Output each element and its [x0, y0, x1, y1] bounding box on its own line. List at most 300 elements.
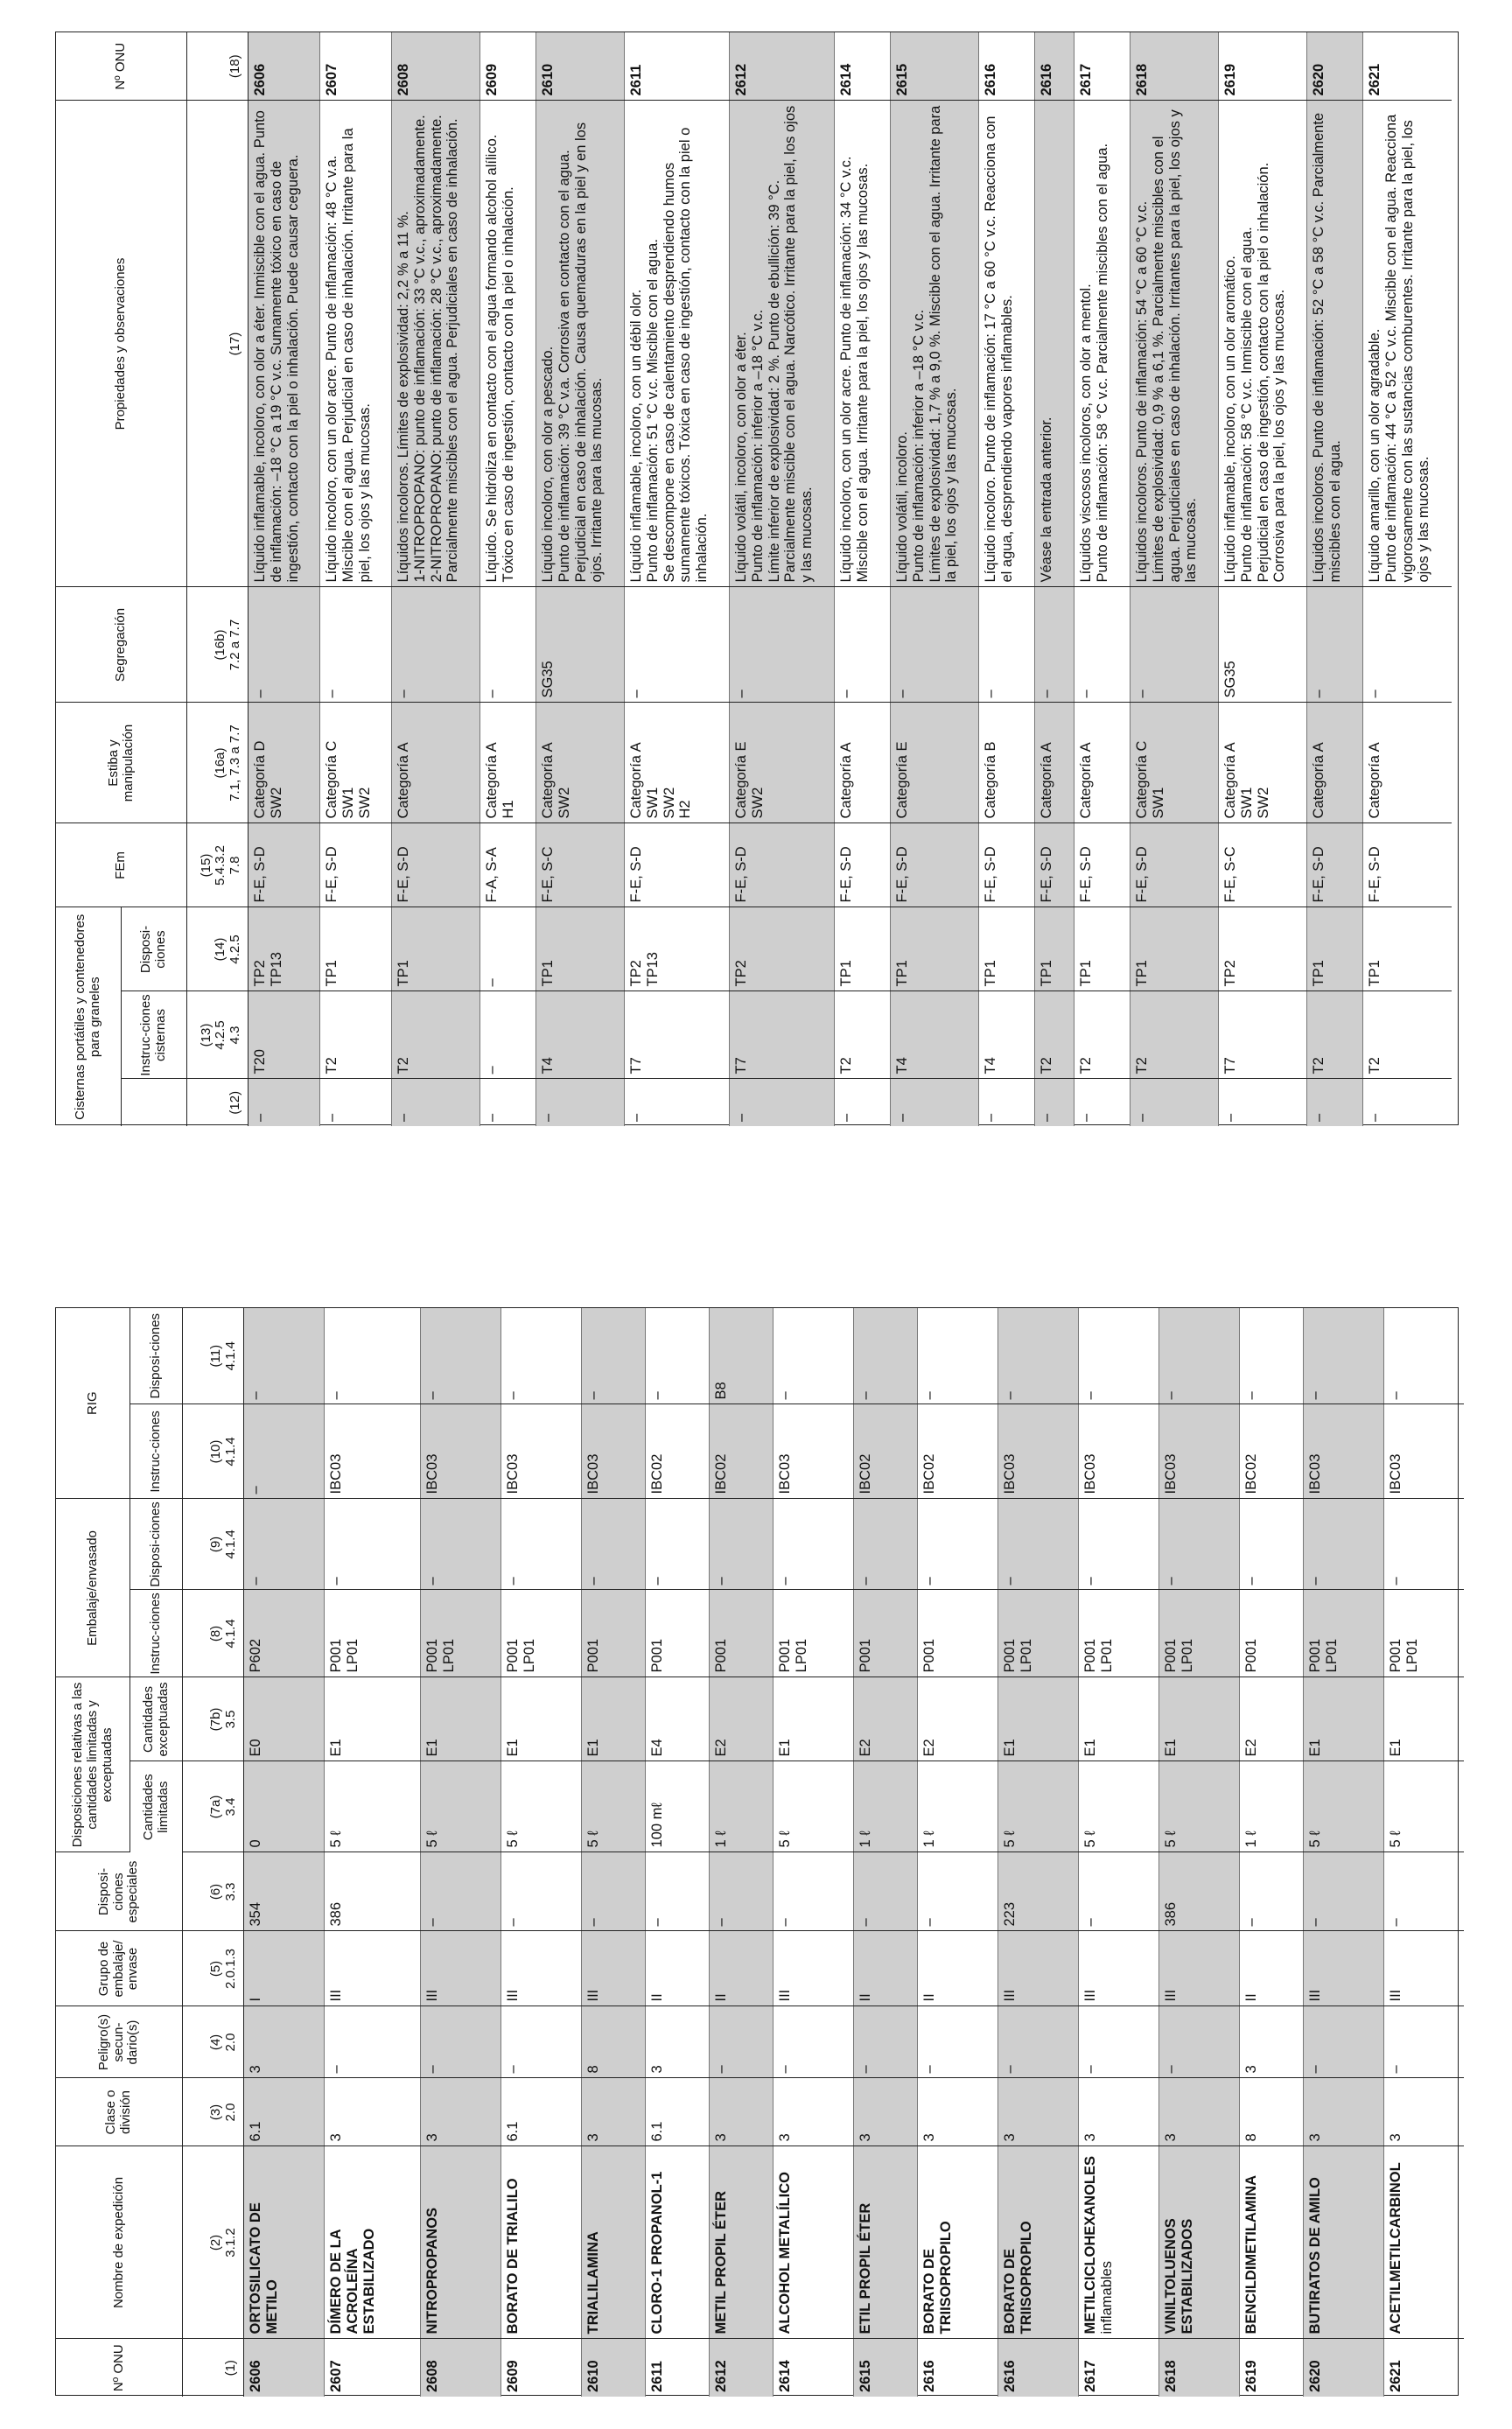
subsidiary-risk: –: [918, 2006, 998, 2078]
shipping-name: [1079, 2146, 1159, 2339]
ibc-provision: –: [918, 1308, 998, 1404]
tank-provision: TP2 TP13: [625, 907, 730, 991]
subsidiary-risk: –: [710, 2006, 774, 2078]
limited-quantity: 5 ℓ: [501, 1761, 582, 1852]
class-division: 6.1: [501, 2078, 582, 2146]
ibc-instruction: IBC03: [1159, 1404, 1240, 1499]
column-12-value: –: [1130, 1079, 1219, 1126]
right-table-rotor: [56, 32, 1460, 1126]
packing-group: II: [918, 1931, 998, 2006]
ibc-provision: –: [244, 1308, 325, 1404]
un-number: 2616: [979, 32, 1035, 101]
packing-provision: –: [918, 1499, 998, 1590]
column-number: (12): [187, 1079, 248, 1126]
special-provisions: –: [854, 1852, 918, 1931]
un-number: 2616: [998, 2339, 1079, 2397]
shipping-name: [998, 2146, 1079, 2339]
tank-provision: TP1: [320, 907, 392, 991]
properties-observations: Líquido incoloro, con olor a pescado. Punto de inflamación: 39 °C v.a. Corrosiva en contacto con el agua. Perjudicial en caso de inhalación. Causa quemaduras en la piel y en los ojos. Irritante para las mucosas.: [536, 101, 625, 587]
packing-provision: –: [1304, 1499, 1384, 1590]
ems-code: F-E, S-D: [320, 823, 392, 907]
packing-instruction: P001 LP01: [421, 1590, 501, 1677]
ibc-provision: –: [1384, 1308, 1464, 1404]
tank-provision: TP1: [1130, 907, 1219, 991]
shipping-name-text: BORATO DE TRIALILO: [505, 2178, 521, 2334]
column-12-value: –: [1035, 1079, 1074, 1126]
table-row: [480, 32, 536, 1126]
properties-observations: Véase la entrada anterior.: [1035, 101, 1074, 587]
shipping-name-text: CLORO-1 PROPANOL-1: [649, 2171, 665, 2334]
subsidiary-risk: –: [325, 2006, 421, 2078]
class-division: 3: [325, 2078, 421, 2146]
un-number: 2611: [646, 2339, 710, 2397]
tank-provision: TP1: [891, 907, 979, 991]
header-packing-instructions: Instruc-ciones: [130, 1590, 183, 1677]
packing-provision: –: [325, 1499, 421, 1590]
ems-code: F-E, S-D: [1363, 823, 1452, 907]
table-row: [248, 32, 320, 1126]
shipping-name: [774, 2146, 854, 2339]
subsidiary-risk: –: [1079, 2006, 1159, 2078]
segregation: –: [480, 587, 536, 703]
left-table-rotor: [56, 1308, 1460, 2397]
table-row: [1219, 32, 1307, 1126]
ibc-instruction: IBC03: [501, 1404, 582, 1499]
stowage-handling: Categoría A SW1 SW2: [1219, 703, 1307, 823]
ibc-provision: –: [421, 1308, 501, 1404]
special-provisions: 223: [998, 1852, 1079, 1931]
table-row: [392, 32, 480, 1126]
table-row: [1363, 32, 1452, 1126]
special-provisions: –: [421, 1852, 501, 1931]
shipping-name-text: METIL PROPIL ÉTER: [713, 2191, 729, 2334]
segregation: –: [320, 587, 392, 703]
packing-instruction: P001 LP01: [774, 1590, 854, 1677]
column-12-value: –: [1074, 1079, 1130, 1126]
ibc-provision: –: [1079, 1308, 1159, 1404]
segregation: –: [891, 587, 979, 703]
segregation: –: [1363, 587, 1452, 703]
ibc-instruction: IBC03: [774, 1404, 854, 1499]
un-number: 2606: [244, 2339, 325, 2397]
packing-provision: –: [646, 1499, 710, 1590]
limited-quantity: 5 ℓ: [1384, 1761, 1464, 1852]
column-number: (11) 4.1.4: [183, 1308, 244, 1404]
subsidiary-risk: 3: [646, 2006, 710, 2078]
un-number: 2608: [421, 2339, 501, 2397]
shipping-name-text: ETIL PROPIL ÉTER: [858, 2202, 873, 2334]
packing-group: III: [501, 1931, 582, 2006]
ibc-provision: –: [582, 1308, 646, 1404]
table-row: [979, 32, 1035, 1126]
stowage-handling: Categoría A: [1307, 703, 1363, 823]
table-row: [536, 32, 625, 1126]
packing-group: III: [421, 1931, 501, 2006]
un-number: 2607: [320, 32, 392, 101]
table-row: [774, 1308, 854, 2397]
limited-quantity: 5 ℓ: [582, 1761, 646, 1852]
column-number: (1): [183, 2339, 244, 2397]
properties-observations: Líquido amarillo, con un olor agradable. Punto de inflamación: 44 °C a 52 °C v.c. Miscible con el agua. Reacciona vigorosamente con las sustancias comburentes. Irritante para la piel, los ojos y las mucosas.: [1363, 101, 1452, 587]
limited-quantity: 1 ℓ: [1240, 1761, 1304, 1852]
column-number: (7b) 3.5: [183, 1677, 244, 1761]
shipping-name-text: BUTIRATOS DE AMILO: [1307, 2177, 1323, 2334]
special-provisions: –: [710, 1852, 774, 1931]
packing-provision: –: [1079, 1499, 1159, 1590]
header-shipping-name: Nombre de expedición: [56, 2146, 183, 2339]
subsidiary-risk: –: [998, 2006, 1079, 2078]
segregation: –: [248, 587, 320, 703]
subsidiary-risk: –: [1159, 2006, 1240, 2078]
packing-group: III: [1079, 1931, 1159, 2006]
column-number: (2) 3.1.2: [183, 2146, 244, 2339]
packing-provision: –: [710, 1499, 774, 1590]
excepted-quantity: E1: [1384, 1677, 1464, 1761]
ibc-instruction: –: [244, 1404, 325, 1499]
special-provisions: –: [1079, 1852, 1159, 1931]
table-row: [625, 32, 730, 1126]
ems-code: F-E, S-C: [1219, 823, 1307, 907]
column-number: (14) 4.2.5: [187, 907, 248, 991]
column-12-value: –: [835, 1079, 891, 1126]
tank-instruction: T2: [1074, 991, 1130, 1079]
table-row: [1240, 1308, 1304, 2397]
stowage-handling: Categoría E SW2: [730, 703, 835, 823]
stowage-handling: Categoría A: [1363, 703, 1452, 823]
table-row: [891, 32, 979, 1126]
ibc-provision: B8: [710, 1308, 774, 1404]
ibc-instruction: IBC03: [998, 1404, 1079, 1499]
properties-observations: Líquido incoloro, con un olor acre. Punto de inflamación: 34 °C v.c. Miscible con el agua. Irritante para la piel, los ojos y las mucosas.: [835, 101, 891, 587]
header-ems: FEm: [56, 823, 187, 907]
column-12-value: –: [1307, 1079, 1363, 1126]
shipping-name: [918, 2146, 998, 2339]
left-table-grid: [56, 1308, 1464, 2397]
packing-instruction: P001 LP01: [325, 1590, 421, 1677]
excepted-quantity: E1: [1304, 1677, 1384, 1761]
class-division: 3: [421, 2078, 501, 2146]
tank-instruction: T2: [1307, 991, 1363, 1079]
un-number: 2620: [1307, 32, 1363, 101]
properties-observations: Líquido volátil, incoloro, con olor a éter. Punto de inflamación: inferior a –18 °C v.c. Límite inferior de explosividad: 2 %. Punto de ebullición: 39 °C. Parcialmente miscible con el agua. Narcótico. Irritante para la piel, los ojos y las mucosas.: [730, 101, 835, 587]
subsidiary-risk: 3: [1240, 2006, 1304, 2078]
header-packing-group: Grupo de embalaje/ envase: [56, 1931, 183, 2006]
special-provisions: 354: [244, 1852, 325, 1931]
class-division: 3: [998, 2078, 1079, 2146]
shipping-name-qualifier: inflamables: [1098, 2261, 1115, 2334]
header-class: Clase o división: [56, 2078, 183, 2146]
segregation: –: [730, 587, 835, 703]
shipping-name: [1304, 2146, 1384, 2339]
un-number: 2612: [710, 2339, 774, 2397]
limited-quantity: 5 ℓ: [774, 1761, 854, 1852]
class-division: 3: [1384, 2078, 1464, 2146]
ibc-provision: –: [1304, 1308, 1384, 1404]
subsidiary-risk: –: [1304, 2006, 1384, 2078]
class-division: 3: [918, 2078, 998, 2146]
header-segregation: Segregación: [56, 587, 187, 703]
packing-group: III: [1384, 1931, 1464, 2006]
packing-provision: –: [421, 1499, 501, 1590]
table-row: [1384, 1308, 1464, 2397]
table-row: [854, 1308, 918, 2397]
packing-instruction: P001 LP01: [1159, 1590, 1240, 1677]
excepted-quantity: E1: [325, 1677, 421, 1761]
un-number: 2608: [392, 32, 480, 101]
shipping-name-text: ORTOSILICATO DE METILO: [248, 2202, 280, 2334]
properties-observations: Líquido volátil, incoloro. Punto de inflamación: inferior a –18 °C v.c. Límites de explosividad: 1,7 % a 9,0 %. Miscible con el agua. Irritante para la piel, los ojos y las mucosas.: [891, 101, 979, 587]
table-row: [998, 1308, 1079, 2397]
segregation: –: [1130, 587, 1219, 703]
subsidiary-risk: –: [774, 2006, 854, 2078]
ems-code: F-E, S-D: [835, 823, 891, 907]
excepted-quantity: E2: [854, 1677, 918, 1761]
packing-instruction: P001: [918, 1590, 998, 1677]
tank-instruction: T7: [1219, 991, 1307, 1079]
properties-observations: Líquidos incoloros. Punto de inflamación: 52 °C a 58 °C v.c. Parcialmente miscibles con el agua.: [1307, 101, 1363, 587]
stowage-handling: Categoría C SW1: [1130, 703, 1219, 823]
table-row: [1304, 1308, 1384, 2397]
segregation: –: [835, 587, 891, 703]
column-12-value: –: [730, 1079, 835, 1126]
un-number: 2609: [480, 32, 536, 101]
left-column-numbers: [183, 1308, 244, 2397]
packing-group: III: [325, 1931, 421, 2006]
limited-quantity: 5 ℓ: [325, 1761, 421, 1852]
special-provisions: –: [1240, 1852, 1304, 1931]
table-row: [1079, 1308, 1159, 2397]
subsidiary-risk: 8: [582, 2006, 646, 2078]
properties-observations: Líquidos incoloros. Punto de inflamación: 54 °C a 60 °C v.c. Límites de explosividad: 0,9 % a 6,1 %. Parcialmente miscibles con el agua. Perjudiciales en caso de inhalación. Irritantes para la piel, los ojos y las mucosas.: [1130, 101, 1219, 587]
excepted-quantity: E1: [1079, 1677, 1159, 1761]
shipping-name-text: DÍMERO DE LA ACROLEÍNA ESTABILIZADO: [328, 2228, 377, 2334]
packing-provision: –: [774, 1499, 854, 1590]
header-limited-quantities: Cantidades limitadas: [130, 1761, 183, 1852]
un-number: 2618: [1130, 32, 1219, 101]
table-row: [1159, 1308, 1240, 2397]
ibc-provision: –: [774, 1308, 854, 1404]
shipping-name-text: VINILTOLUENOS ESTABILIZADOS: [1163, 2218, 1195, 2334]
un-number: 2614: [774, 2339, 854, 2397]
packing-group: I: [244, 1931, 325, 2006]
segregation: SG35: [536, 587, 625, 703]
header-portable-tanks: Cisternas portátiles y contenedores para graneles: [56, 907, 122, 1126]
special-provisions: –: [774, 1852, 854, 1931]
packing-instruction: P001: [854, 1590, 918, 1677]
shipping-name: [325, 2146, 421, 2339]
ems-code: F-E, S-D: [392, 823, 480, 907]
subsidiary-risk: –: [421, 2006, 501, 2078]
ibc-instruction: IBC03: [1304, 1404, 1384, 1499]
properties-observations: Líquido inflamable, incoloro, con olor a éter. Inmiscible con el agua. Punto de inflamación: –18 °C a 19 °C v.c. Sumamente tóxico en caso de ingestión, contacto con la piel o inhalación. Puede causar ceguera.: [248, 101, 320, 587]
column-12-value: –: [625, 1079, 730, 1126]
column-number: (3) 2.0: [183, 2078, 244, 2146]
shipping-name: [1384, 2146, 1464, 2339]
packing-provision: –: [501, 1499, 582, 1590]
class-division: 3: [1159, 2078, 1240, 2146]
header-subsidiary-risk: Peligro(s) secun-dario(s): [56, 2006, 183, 2078]
ibc-instruction: IBC02: [854, 1404, 918, 1499]
packing-provision: –: [998, 1499, 1079, 1590]
left-table-header: [56, 1308, 244, 2397]
packing-instruction: P001: [582, 1590, 646, 1677]
column-12-value: –: [248, 1079, 320, 1126]
tank-provision: TP1: [536, 907, 625, 991]
table-row: [1074, 32, 1130, 1126]
tank-instruction: T2: [392, 991, 480, 1079]
shipping-name-text: BENCILDIMETILAMINA: [1243, 2175, 1259, 2334]
tank-instruction: T4: [536, 991, 625, 1079]
special-provisions: –: [1304, 1852, 1384, 1931]
shipping-name-text: NITROPROPANOS: [424, 2207, 440, 2334]
column-number: (4) 2.0: [183, 2006, 244, 2078]
table-row: [1130, 32, 1219, 1126]
left-table-body: [244, 1308, 1464, 2397]
properties-observations: Líquido incoloro. Punto de inflamación: 17 °C a 60 °C v.c. Reacciona con el agua, desprendiendo vapores inflamables.: [979, 101, 1035, 587]
tank-instruction: T7: [625, 991, 730, 1079]
column-number: (10) 4.1.4: [183, 1404, 244, 1499]
ems-code: F-E, S-D: [730, 823, 835, 907]
packing-instruction: P001: [710, 1590, 774, 1677]
packing-instruction: P001 LP01: [1304, 1590, 1384, 1677]
ibc-provision: –: [1159, 1308, 1240, 1404]
ibc-provision: –: [325, 1308, 421, 1404]
un-number: 2612: [730, 32, 835, 101]
excepted-quantity: E1: [421, 1677, 501, 1761]
tank-instruction: T4: [891, 991, 979, 1079]
tank-instruction: T2: [320, 991, 392, 1079]
stowage-handling: Categoría A: [392, 703, 480, 823]
table-row: [325, 1308, 421, 2397]
column-number: (17): [187, 101, 248, 587]
tank-instruction: T2: [1035, 991, 1074, 1079]
ems-code: F-E, S-D: [625, 823, 730, 907]
dangerous-goods-table-left: [55, 1307, 1459, 2396]
excepted-quantity: E1: [1159, 1677, 1240, 1761]
tank-instruction: –: [480, 991, 536, 1079]
packing-instruction: P001 LP01: [1384, 1590, 1464, 1677]
header-packaging: Embalaje/envasado: [56, 1499, 130, 1677]
stowage-handling: Categoría D SW2: [248, 703, 320, 823]
ibc-instruction: IBC03: [421, 1404, 501, 1499]
ems-code: F-E, S-C: [536, 823, 625, 907]
shipping-name: [646, 2146, 710, 2339]
ems-code: F-E, S-D: [891, 823, 979, 907]
header-blank-12: [122, 1079, 187, 1126]
ems-code: F-E, S-D: [1035, 823, 1074, 907]
segregation: –: [392, 587, 480, 703]
column-number: (5) 2.0.1.3: [183, 1931, 244, 2006]
limited-quantity: 0: [244, 1761, 325, 1852]
tank-instruction: T7: [730, 991, 835, 1079]
header-un-number: Nº ONU: [56, 2339, 183, 2397]
packing-group: III: [1159, 1931, 1240, 2006]
header-excepted-quantities: Cantidades exceptuadas: [130, 1677, 183, 1761]
shipping-name: [710, 2146, 774, 2339]
subsidiary-risk: –: [501, 2006, 582, 2078]
stowage-handling: Categoría A H1: [480, 703, 536, 823]
tank-instruction: T2: [835, 991, 891, 1079]
table-row: [421, 1308, 501, 2397]
shipping-name: [582, 2146, 646, 2339]
class-division: 3: [582, 2078, 646, 2146]
ibc-instruction: IBC02: [918, 1404, 998, 1499]
limited-quantity: 5 ℓ: [421, 1761, 501, 1852]
special-provisions: –: [501, 1852, 582, 1931]
un-number: 2609: [501, 2339, 582, 2397]
column-12-value: –: [1363, 1079, 1452, 1126]
shipping-name-text: METILCICLOHEXANOLES: [1082, 2155, 1098, 2334]
dangerous-goods-table-right: [55, 32, 1459, 1125]
subsidiary-risk: –: [1384, 2006, 1464, 2078]
header-ibc-provisions: Disposi-ciones: [130, 1308, 183, 1404]
column-number: (7a) 3.4: [183, 1761, 244, 1852]
un-number: 2617: [1079, 2339, 1159, 2397]
packing-provision: –: [582, 1499, 646, 1590]
ibc-instruction: IBC03: [325, 1404, 421, 1499]
packing-provision: –: [1159, 1499, 1240, 1590]
table-row: [582, 1308, 646, 2397]
stowage-handling: Categoría A: [1035, 703, 1074, 823]
segregation: –: [625, 587, 730, 703]
column-12-value: –: [392, 1079, 480, 1126]
ems-code: F-E, S-D: [1130, 823, 1219, 907]
right-column-numbers: [187, 32, 248, 1126]
class-division: 3: [774, 2078, 854, 2146]
excepted-quantity: E2: [918, 1677, 998, 1761]
column-number: (13) 4.2.5 4.3: [187, 991, 248, 1079]
shipping-name-text: ACETILMETILCARBINOL: [1388, 2162, 1404, 2334]
table-row: [646, 1308, 710, 2397]
limited-quantity: 1 ℓ: [854, 1761, 918, 1852]
tank-provision: TP1: [835, 907, 891, 991]
class-division: 3: [1079, 2078, 1159, 2146]
tank-instruction: T2: [1130, 991, 1219, 1079]
packing-group: II: [1240, 1931, 1304, 2006]
shipping-name: [421, 2146, 501, 2339]
special-provisions: –: [918, 1852, 998, 1931]
shipping-name-text: ALCOHOL METALÍLICO: [777, 2172, 793, 2334]
ibc-instruction: IBC02: [1240, 1404, 1304, 1499]
packing-instruction: P001 LP01: [998, 1590, 1079, 1677]
special-provisions: 386: [1159, 1852, 1240, 1931]
class-division: 3: [710, 2078, 774, 2146]
un-number: 2619: [1240, 2339, 1304, 2397]
tank-provision: TP1: [1074, 907, 1130, 991]
shipping-name: [1240, 2146, 1304, 2339]
limited-quantity: 100 mℓ: [646, 1761, 710, 1852]
un-number: 2615: [854, 2339, 918, 2397]
tank-provision: TP2 TP13: [248, 907, 320, 991]
limited-quantity: 5 ℓ: [1159, 1761, 1240, 1852]
excepted-quantity: E1: [774, 1677, 854, 1761]
tank-provision: TP1: [979, 907, 1035, 991]
tank-instruction: T20: [248, 991, 320, 1079]
ems-code: F-E, S-D: [1307, 823, 1363, 907]
packing-group: II: [646, 1931, 710, 2006]
stowage-handling: Categoría A: [835, 703, 891, 823]
packing-instruction: P001: [646, 1590, 710, 1677]
limited-quantity: 1 ℓ: [710, 1761, 774, 1852]
segregation: –: [1035, 587, 1074, 703]
packing-group: III: [582, 1931, 646, 2006]
header-ibc-instructions: Instruc-ciones: [130, 1404, 183, 1499]
packing-provision: –: [244, 1499, 325, 1590]
packing-group: III: [1304, 1931, 1384, 2006]
un-number: 2607: [325, 2339, 421, 2397]
un-number: 2610: [582, 2339, 646, 2397]
properties-observations: Líquido inflamable, incoloro, con un olor aromático. Punto de inflamación: 58 °C v.c. Inmiscible con el agua. Perjudicial en caso de ingestión, contacto con la piel o inhalación. Corrosiva para la piel, los ojos y las mucosas.: [1219, 101, 1307, 587]
